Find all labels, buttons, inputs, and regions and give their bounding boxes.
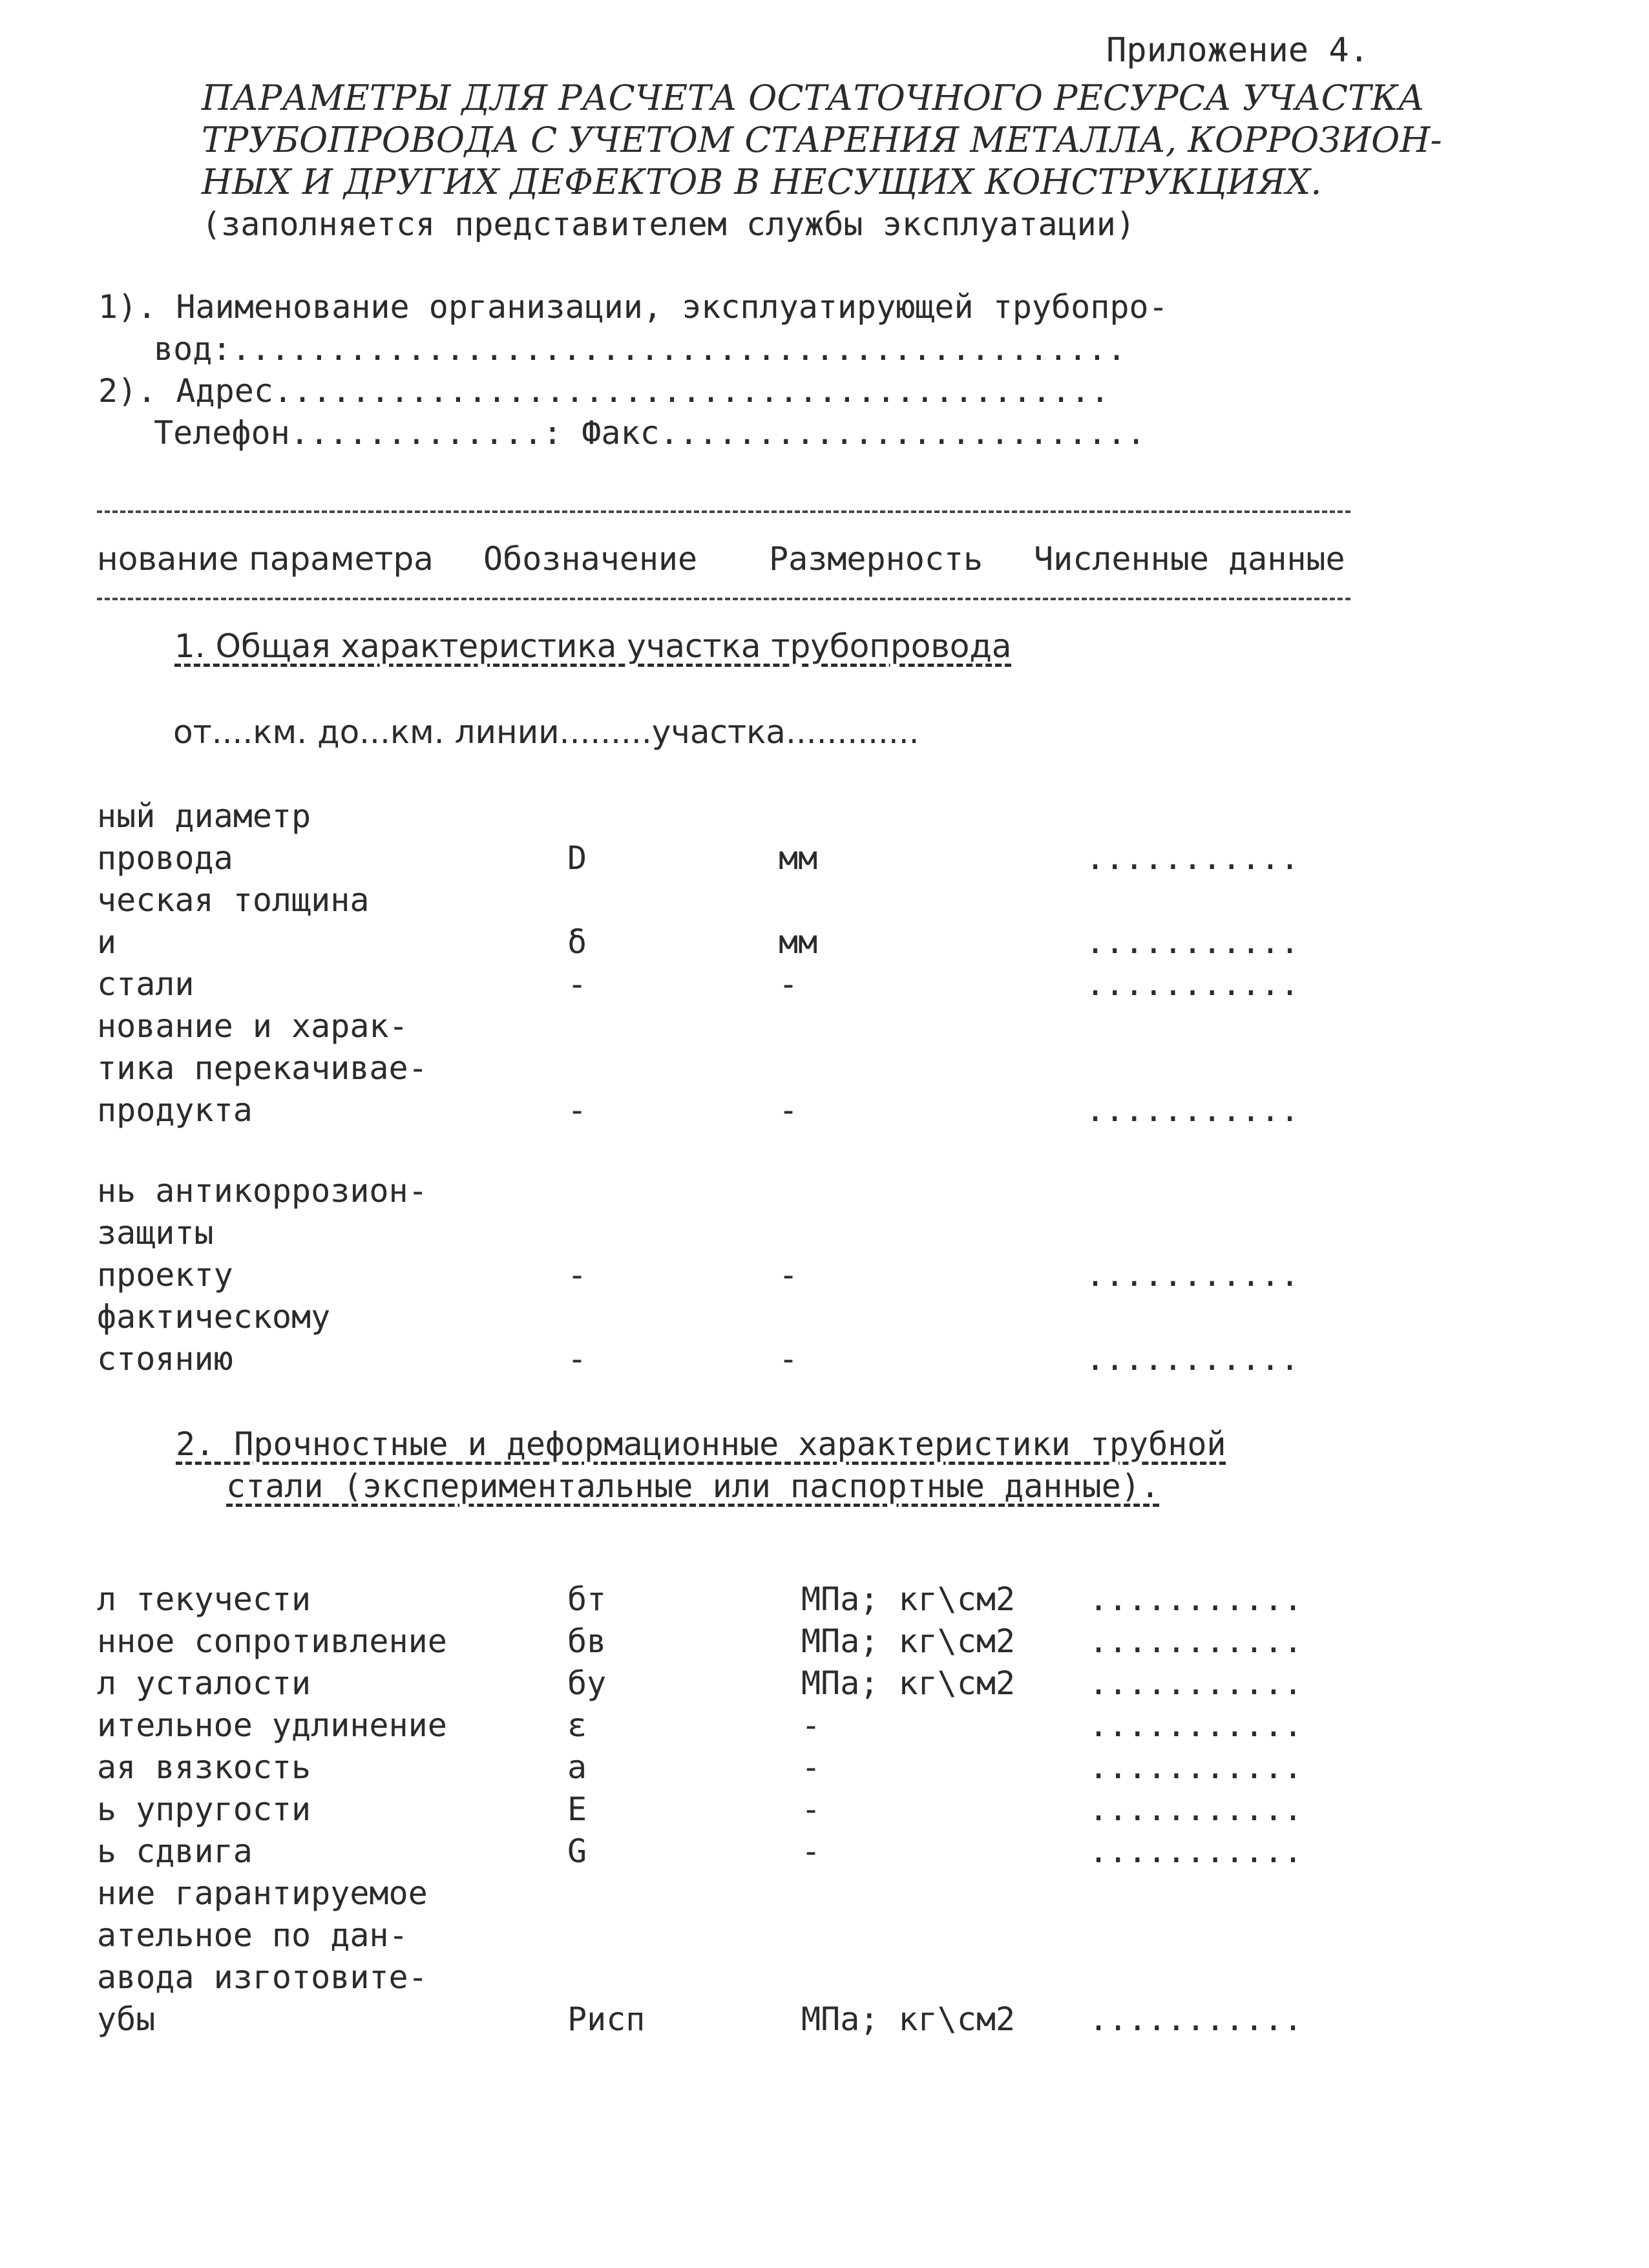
- section2-row-2-unit: МПа; кг\см2: [801, 1664, 1016, 1702]
- section2-row-0-val: ...........: [1089, 1580, 1303, 1618]
- section1-row-4-name: стали: [97, 965, 194, 1003]
- section1-heading: 1. Общая характеристика участка трубопровода: [174, 627, 1012, 665]
- col-header-symbol: Обозначение: [483, 540, 698, 578]
- section2-heading-1: 2. Прочностные и деформационные характеристики трубной: [176, 1425, 1226, 1463]
- section1-row-12-name: стоянию: [97, 1340, 233, 1378]
- section1-row-0-name: ный диаметр: [97, 797, 311, 835]
- section2-row-2-sym: бу: [567, 1664, 607, 1702]
- section2-row-5-unit: -: [801, 1790, 821, 1828]
- address-field: 2). Адрес...........................................: [98, 372, 1110, 410]
- section2-row-0-name: л текучести: [97, 1580, 311, 1618]
- section1-row-1-name: провода: [97, 839, 233, 877]
- title-line-3: НЫХ И ДРУГИХ ДЕФЕКТОВ В НЕСУЩИХ КОНСТРУКЦИЯХ.: [202, 162, 1322, 202]
- section1-row-10-sym: -: [567, 1256, 587, 1294]
- section1-row-7-val: ...........: [1086, 1091, 1300, 1129]
- section1-row-1-val: ...........: [1086, 839, 1300, 877]
- section2-row-1-val: ...........: [1089, 1622, 1303, 1660]
- section2-row-3-sym: ε: [567, 1706, 587, 1744]
- section1-row-12-unit: -: [779, 1340, 799, 1378]
- section1-row-3-name: и: [97, 923, 117, 961]
- section2-row-5-val: ...........: [1089, 1790, 1303, 1828]
- title-line-2: ТРУБОПРОВОДА С УЧЕТОМ СТАРЕНИЯ МЕТАЛЛА, КОРРОЗИОН-: [202, 120, 1442, 160]
- section1-row-12-sym: -: [567, 1340, 587, 1378]
- section2-row-7-name: ние гарантируемое: [97, 1874, 428, 1912]
- section2-row-10-val: ...........: [1089, 2000, 1303, 2038]
- section2-row-6-sym: G: [567, 1832, 587, 1870]
- section1-row-7-unit: -: [779, 1091, 799, 1129]
- section2-row-0-sym: бт: [567, 1580, 607, 1618]
- section2-row-5-sym: E: [567, 1790, 587, 1828]
- col-header-unit: Размерность: [769, 540, 983, 578]
- section2-row-6-unit: -: [801, 1832, 821, 1870]
- section2-row-0-unit: МПа; кг\см2: [801, 1580, 1016, 1618]
- section1-row-3-unit: мм: [779, 923, 818, 961]
- section2-row-6-val: ...........: [1089, 1832, 1303, 1870]
- phone-fax-field: Телефон.............: Факс.........................: [154, 414, 1146, 452]
- col-header-value: Численные данные: [1034, 540, 1345, 578]
- section1-row-4-sym: -: [567, 965, 587, 1003]
- section2-row-2-val: ...........: [1089, 1664, 1303, 1702]
- section1-row-10-name: проекту: [97, 1256, 233, 1294]
- section2-row-10-unit: МПа; кг\см2: [801, 2000, 1016, 2038]
- section1-row-1-unit: мм: [779, 839, 818, 877]
- section2-row-9-name: авода изготовите-: [97, 1958, 428, 1996]
- section1-row-12-val: ...........: [1086, 1340, 1300, 1378]
- section2-row-10-sym: Рисп: [567, 2000, 646, 2038]
- section2-row-3-val: ...........: [1089, 1706, 1303, 1744]
- section1-row-6-name: тика перекачивае-: [97, 1049, 428, 1087]
- section1-row-3-val: ...........: [1086, 923, 1300, 961]
- header-rule-top: [97, 510, 1350, 513]
- section2-row-5-name: ь упругости: [97, 1790, 311, 1828]
- section1-row-5-name: нование и харак-: [97, 1007, 408, 1045]
- section1-row-7-name: продукта: [97, 1091, 253, 1129]
- section1-row-4-val: ...........: [1086, 965, 1300, 1003]
- section2-row-2-name: л усталости: [97, 1664, 311, 1702]
- section1-row-4-unit: -: [779, 965, 799, 1003]
- title-line-1: ПАРАМЕТРЫ ДЛЯ РАСЧЕТА ОСТАТОЧНОГО РЕСУРСА УЧАСТКА: [202, 78, 1425, 118]
- section1-row-10-unit: -: [779, 1256, 799, 1294]
- section1-row-10-val: ...........: [1086, 1256, 1300, 1294]
- section2-row-4-sym: a: [567, 1748, 587, 1786]
- section1-row-1-sym: D: [567, 839, 587, 877]
- section1-row-3-sym: δ: [567, 923, 587, 961]
- section2-row-1-unit: МПа; кг\см2: [801, 1622, 1016, 1660]
- section2-row-1-sym: бв: [567, 1622, 607, 1660]
- appendix-label: Приложение 4.: [1106, 31, 1369, 70]
- section2-row-4-name: ая вязкость: [97, 1748, 311, 1786]
- header-rule-bottom: [97, 598, 1350, 600]
- section1-row-7-sym: -: [567, 1091, 587, 1129]
- section2-row-1-name: нное сопротивление: [97, 1622, 447, 1660]
- section2-row-10-name: убы: [97, 2000, 156, 2038]
- section2-row-6-name: ь сдвига: [97, 1832, 253, 1870]
- section1-row-9-name: защиты: [97, 1214, 214, 1252]
- section2-heading-2: стали (экспериментальные или паспортные данные).: [226, 1467, 1160, 1505]
- org-name-field: 1). Наименование организации, эксплуатирующей трубопро-: [98, 288, 1168, 326]
- col-header-name: нование параметра: [97, 540, 434, 578]
- section2-row-4-val: ...........: [1089, 1748, 1303, 1786]
- org-name-field-cont: вод:..............................................: [154, 330, 1127, 368]
- section2-row-3-name: ительное удлинение: [97, 1706, 447, 1744]
- section2-row-8-name: ательное по дан-: [97, 1916, 408, 1954]
- location-line: от....км. до...км. линии.........участка.............: [173, 713, 919, 751]
- section2-row-3-unit: -: [801, 1706, 821, 1744]
- section1-row-11-name: фактическому: [97, 1298, 331, 1336]
- section2-row-4-unit: -: [801, 1748, 821, 1786]
- section1-row-2-name: ческая толщина: [97, 881, 370, 919]
- subtitle: (заполняется представителем службы эксплуатации): [202, 205, 1135, 243]
- section1-row-8-name: нь антикоррозион-: [97, 1172, 428, 1210]
